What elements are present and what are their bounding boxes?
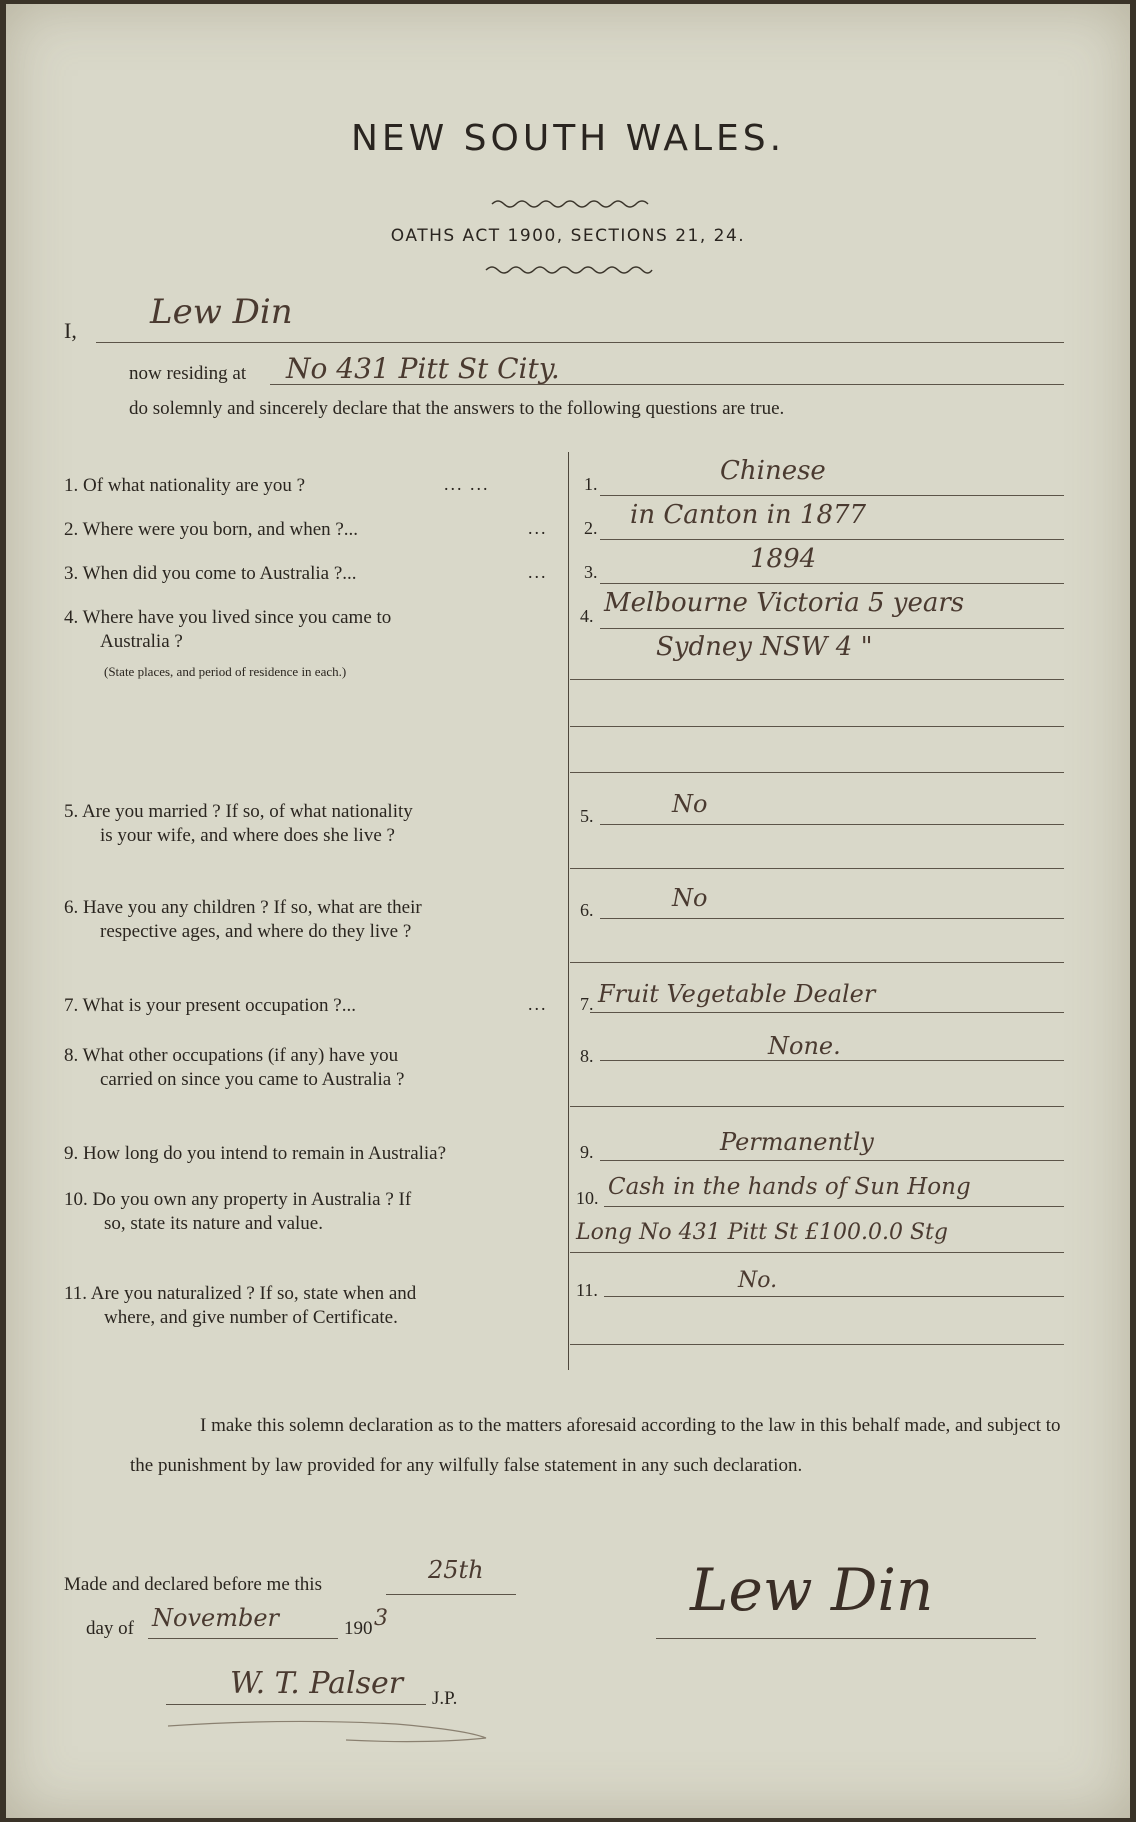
- answer-4-line-4: [570, 772, 1064, 773]
- declarant-name: Lew Din: [150, 292, 293, 332]
- question-text-cont: Australia ?: [100, 631, 183, 652]
- question-text-cont: carried on since you came to Australia ?: [100, 1069, 405, 1090]
- name-line: [96, 342, 1064, 343]
- answer-10-line2: Long No 431 Pitt St £100.0.0 Stg: [576, 1220, 948, 1245]
- question-2-dots: ...: [528, 518, 548, 538]
- made-declared-label: Made and declared before me this: [64, 1574, 322, 1595]
- signature-line: [656, 1638, 1036, 1639]
- answer-6: No: [672, 884, 708, 912]
- answer-4-line: [600, 628, 1064, 629]
- year-prefix: 190: [344, 1618, 373, 1639]
- question-text: What other occupations (if any) have you: [82, 1045, 399, 1066]
- question-text: What is your present occupation ?...: [82, 995, 356, 1016]
- answer-6-line-2: [570, 962, 1064, 963]
- answer-7-line: [590, 1012, 1064, 1013]
- jp-label: J.P.: [432, 1688, 458, 1709]
- answer-4: Melbourne Victoria 5 years: [604, 588, 965, 618]
- declared-day: 25th: [428, 1556, 484, 1584]
- jp-signature: W. T. Palser: [230, 1666, 404, 1701]
- question-text-cont: is your wife, and where does she live ?: [100, 825, 395, 846]
- question-text: Are you married ? If so, of what nationality: [81, 801, 413, 822]
- declarant-signature: Lew Din: [690, 1556, 934, 1624]
- question-8: [64, 1044, 564, 1092]
- residence-value: No 431 Pitt St City.: [286, 352, 560, 385]
- solemn-statement: do solemnly and sincerely declare that the answers to the following questions are true.: [129, 398, 785, 419]
- declared-month-line: [148, 1638, 338, 1639]
- answer-8: None.: [768, 1032, 841, 1060]
- year-suffix: 3: [374, 1606, 388, 1631]
- question-number: 5.: [64, 801, 79, 822]
- answer-11-line-2: [570, 1344, 1064, 1345]
- question-number: 10.: [64, 1189, 88, 1210]
- answer-2: in Canton in 1877: [630, 500, 867, 530]
- question-text-cont: where, and give number of Certificate.: [104, 1307, 398, 1328]
- question-text: How long do you intend to remain in Australia?: [83, 1143, 447, 1164]
- question-10: [64, 1188, 564, 1236]
- question-1: [64, 474, 305, 498]
- answer-7: Fruit Vegetable Dealer: [598, 980, 876, 1008]
- answer-5-number: 5.: [580, 806, 594, 826]
- answer-1-line: [600, 495, 1064, 496]
- residing-label: now residing at: [129, 363, 247, 384]
- declared-day-line: [386, 1594, 516, 1595]
- decorative-flourish-bottom: [484, 262, 654, 276]
- question-11: [64, 1282, 564, 1330]
- question-9: [64, 1142, 446, 1166]
- answer-2-number: 2.: [584, 518, 598, 538]
- residence-line: [270, 384, 1064, 385]
- answer-11: No.: [738, 1268, 778, 1293]
- answer-5-line-2: [570, 868, 1064, 869]
- answer-3-line: [600, 583, 1064, 584]
- page-title: NEW SOUTH WALES.: [350, 118, 786, 159]
- answer-11-line: [604, 1296, 1064, 1297]
- declaration-paragraph: I make this solemn declaration as to the matters aforesaid according to the law in this behalf made, and subject to the punishment by law provided for any wilfully false statement in any such declaration.: [130, 1415, 1061, 1476]
- question-number: 8.: [64, 1045, 79, 1066]
- question-text-cont: so, state its nature and value.: [104, 1213, 323, 1234]
- question-text: Where have you lived since you came to: [82, 607, 392, 628]
- question-number: 6.: [64, 897, 79, 918]
- answer-9-line: [600, 1160, 1064, 1161]
- answer-2-line: [600, 539, 1064, 540]
- question-4-note: (State places, and period of residence in each.): [104, 664, 347, 679]
- answer-6-number: 6.: [580, 900, 594, 920]
- question-4: [64, 606, 564, 654]
- question-number: 7.: [64, 995, 79, 1016]
- declared-month: November: [152, 1604, 280, 1632]
- question-7: [64, 994, 356, 1018]
- jp-signature-line: [166, 1704, 426, 1705]
- question-text: Where were you born, and when ?...: [82, 519, 359, 540]
- answer-8-number: 8.: [580, 1046, 594, 1066]
- answer-4-line-3: [570, 726, 1064, 727]
- question-text: Of what nationality are you ?: [83, 475, 306, 496]
- answer-1: Chinese: [720, 456, 826, 486]
- answer-11-number: 11.: [576, 1280, 598, 1300]
- question-1-dots: ... ...: [444, 474, 490, 494]
- answer-8-line-2: [570, 1106, 1064, 1107]
- question-7-dots: ...: [528, 994, 548, 1014]
- question-3-dots: ...: [528, 562, 548, 582]
- answer-3-number: 3.: [584, 562, 598, 582]
- column-divider: [568, 452, 569, 1370]
- answer-10-line-2: [570, 1252, 1064, 1253]
- question-6: [64, 896, 564, 944]
- answer-6-line: [600, 918, 1064, 919]
- answer-3: 1894: [750, 544, 817, 574]
- answer-1-number: 1.: [584, 474, 598, 494]
- question-number: 2.: [64, 519, 79, 540]
- question-2: [64, 518, 358, 542]
- question-text: Are you naturalized ? If so, state when and: [90, 1283, 417, 1304]
- answer-4-number: 4.: [580, 606, 594, 626]
- answer-4-line2: Sydney NSW 4 ": [656, 632, 873, 662]
- question-text: Have you any children ? If so, what are their: [83, 897, 422, 918]
- jp-flourish: [166, 1716, 496, 1746]
- answer-9: Permanently: [720, 1128, 874, 1156]
- question-text-cont: respective ages, and where do they live ?: [100, 921, 412, 942]
- answer-10: Cash in the hands of Sun Hong: [608, 1174, 971, 1200]
- answer-5-line: [600, 824, 1064, 825]
- question-number: 11.: [64, 1283, 88, 1304]
- question-number: 9.: [64, 1143, 79, 1164]
- day-of-label: day of: [86, 1618, 135, 1639]
- question-5: [64, 800, 564, 848]
- answer-8-line: [600, 1060, 1064, 1061]
- question-number: 3.: [64, 563, 79, 584]
- declarant-prefix: I,: [64, 318, 77, 343]
- answer-9-number: 9.: [580, 1142, 594, 1162]
- question-text: Do you own any property in Australia ? If: [92, 1189, 412, 1210]
- answer-10-number: 10.: [576, 1188, 599, 1208]
- answer-5: No: [672, 790, 708, 818]
- decorative-flourish-top: [490, 196, 650, 210]
- question-number: 4.: [64, 607, 79, 628]
- answer-4-line-2: [570, 679, 1064, 680]
- question-3: [64, 562, 357, 586]
- answer-7-number: 7.: [580, 994, 594, 1014]
- page-subtitle: OATHS ACT 1900, SECTIONS 21, 24.: [390, 226, 746, 246]
- answer-10-line: [604, 1206, 1064, 1207]
- question-text: When did you come to Australia ?...: [82, 563, 357, 584]
- question-number: 1.: [64, 475, 79, 496]
